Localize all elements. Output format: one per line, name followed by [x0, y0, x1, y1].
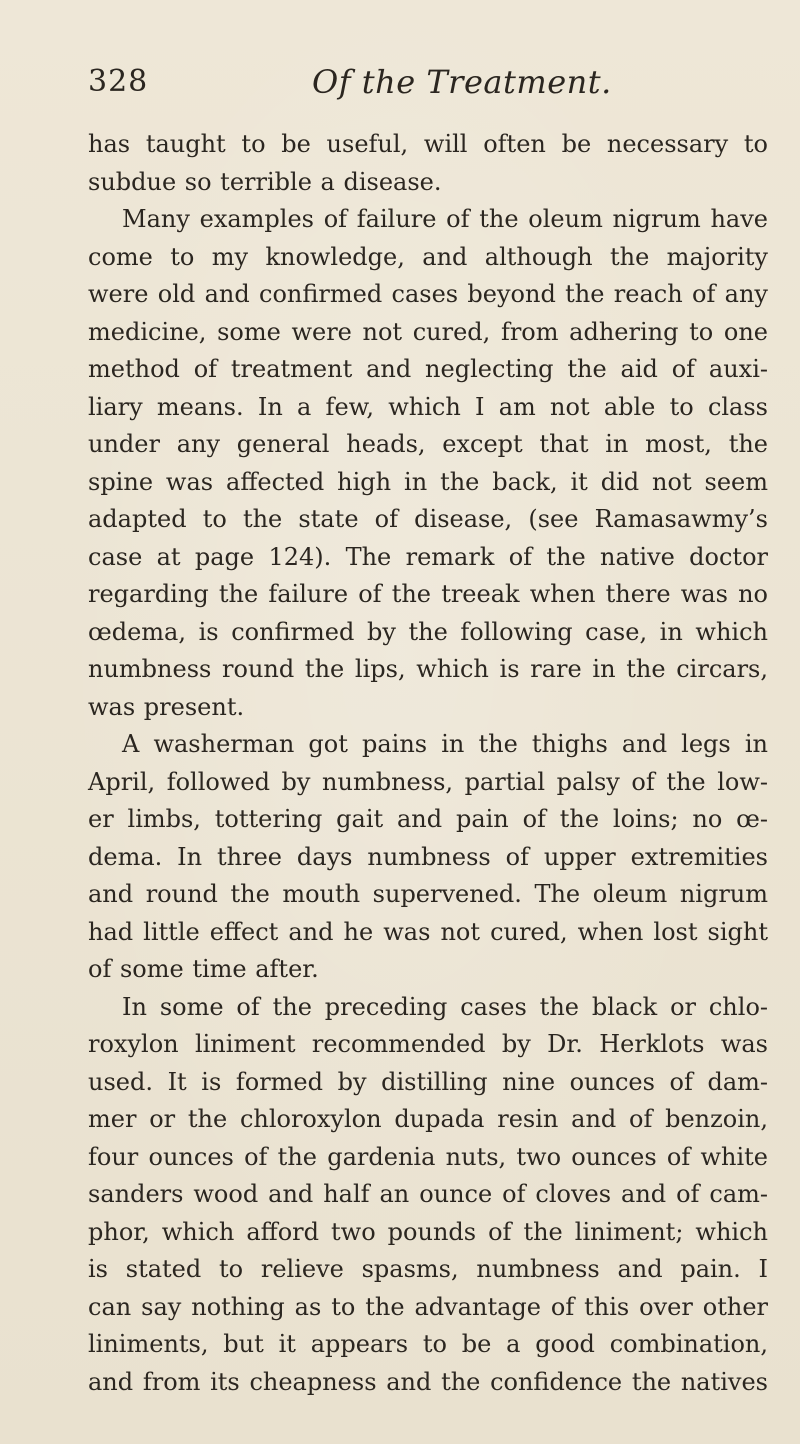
running-title: Of the Treatment. [312, 63, 612, 101]
text-line: er limbs, tottering gait and pain of the loins; no œ- [88, 805, 768, 833]
text-line: œdema, is confirmed by the following case, in which [88, 617, 768, 646]
text-line: liniments, but it appears to be a good combination, [88, 1330, 768, 1358]
text-line: medicine, some were not cured, from adhering to one [88, 317, 768, 346]
text-line: had little effect and he was not cured, when lost sight [88, 917, 768, 946]
text-line: mer or the chloroxylon dupada resin and of benzoin, [88, 1105, 768, 1133]
running-head [88, 60, 748, 104]
body-text [88, 126, 768, 1401]
page-number: 328 [88, 64, 149, 99]
text-line: was present. [88, 692, 245, 721]
text-line: dema. In three days numbness of upper extremities [88, 842, 768, 871]
text-line: roxylon liniment recommended by Dr. Herklots was [88, 1030, 768, 1058]
text-line: regarding the failure of the treeak when there was no [88, 580, 768, 608]
text-line: numbness round the lips, which is rare in the circars, [88, 655, 768, 683]
text-line: and round the mouth supervened. The oleum nigrum [88, 880, 768, 908]
text-line: phor, which afford two pounds of the liniment; which [88, 1217, 768, 1246]
text-line: April, followed by numbness, partial palsy of the low- [88, 767, 768, 796]
text-line: were old and confirmed cases beyond the reach of any [88, 280, 768, 308]
text-line: adapted to the state of disease, (see Ramasawmy’s [88, 505, 768, 533]
text-line: case at page 124). The remark of the native doctor [88, 542, 768, 571]
paragraph-first-line: In some of the preceding cases the black or chlo- [122, 992, 768, 1021]
text-line: four ounces of the gardenia nuts, two ounces of white [88, 1142, 768, 1171]
text-line: has taught to be useful, will often be necessary to [88, 130, 768, 158]
text-line: under any general heads, except that in most, the [88, 430, 768, 458]
paragraph-first-line: A washerman got pains in the thighs and legs in [122, 730, 768, 758]
text-line: can say nothing as to the advantage of this over other [88, 1292, 768, 1321]
paragraph-first-line: Many examples of failure of the oleum nigrum have [122, 205, 768, 233]
text-line: method of treatment and neglecting the aid of auxi- [88, 355, 768, 383]
text-line: sanders wood and half an ounce of cloves and of cam- [88, 1180, 768, 1208]
text-line: of some time after. [88, 955, 319, 983]
text-line: used. It is formed by distilling nine ounces of dam- [88, 1067, 768, 1096]
text-line: spine was affected high in the back, it did not seem [88, 467, 768, 496]
text-line: liary means. In a few, which I am not able to class [88, 392, 768, 421]
text-line: and from its cheapness and the confidence the natives [88, 1367, 768, 1396]
text-line: is stated to relieve spasms, numbness and pain. I [88, 1255, 768, 1283]
text-line: come to my knowledge, and although the majority [88, 242, 768, 271]
text-line: subdue so terrible a disease. [88, 167, 442, 196]
